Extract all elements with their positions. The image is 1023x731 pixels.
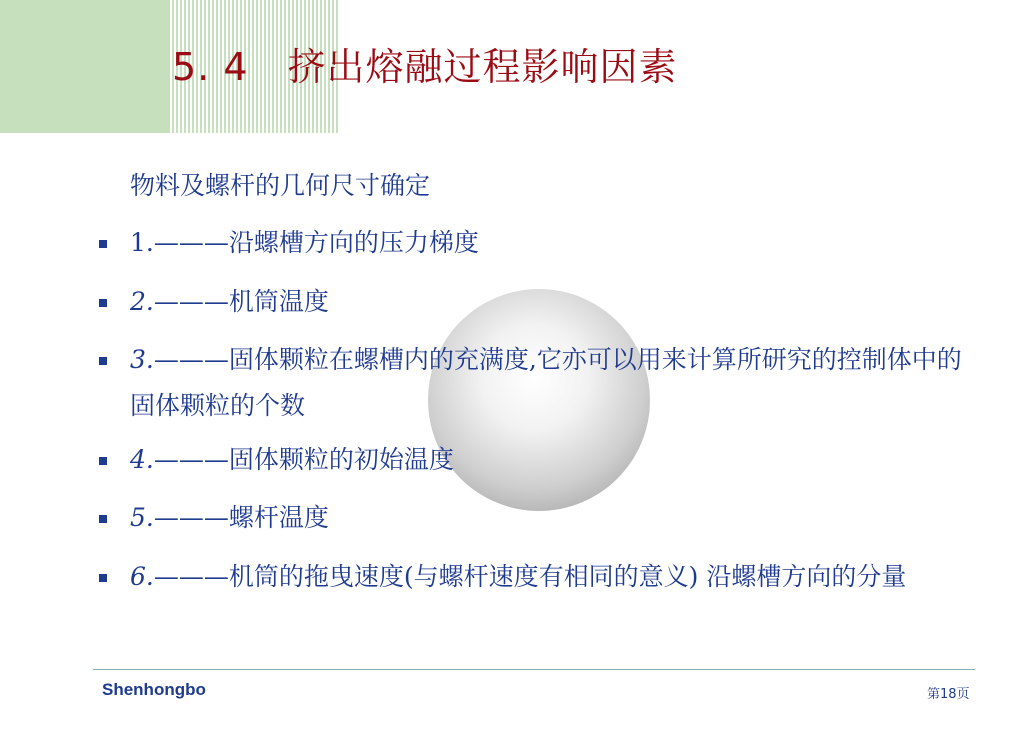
- item-description: ———沿螺槽方向的压力梯度: [153, 228, 479, 257]
- item-number: 1.: [130, 228, 154, 257]
- list-item-text: [130, 220, 970, 266]
- footer-author: Shenhongbo: [102, 680, 206, 699]
- page-suffix: 页: [956, 687, 970, 702]
- list-item-text: [130, 495, 970, 541]
- bullet-icon: [99, 240, 107, 248]
- footer-divider: [93, 669, 975, 670]
- page-number: [927, 683, 970, 702]
- item-number: 4.: [130, 445, 154, 474]
- bullet-icon: [99, 357, 107, 365]
- item-description: ———固体颗粒在螺槽内的充满度,它亦可以用来计算所研究的控制体中的固体颗粒的个数: [130, 345, 962, 420]
- item-description: ———螺杆温度: [153, 503, 329, 532]
- page-number-value: 18: [940, 687, 957, 702]
- item-number: 5.: [130, 503, 154, 532]
- item-number: 6.: [130, 562, 154, 591]
- list-item-text: [130, 554, 970, 600]
- slide-title: 5. 4 挤出熔融过程影响因素: [172, 45, 678, 89]
- item-description: ———机筒温度: [153, 287, 329, 316]
- bullet-icon: [99, 515, 107, 523]
- list-item-text: [130, 279, 970, 325]
- decorative-green-block: [0, 0, 168, 133]
- bullet-icon: [99, 457, 107, 465]
- intro-text: 物料及螺杆的几何尺寸确定: [130, 171, 431, 200]
- page-prefix: 第: [927, 687, 941, 702]
- list-item-text: [130, 337, 970, 429]
- bullet-icon: [99, 574, 107, 582]
- item-number: 2.: [130, 287, 154, 316]
- item-number: 3.: [130, 345, 154, 374]
- item-description: ———机筒的拖曳速度(与螺杆速度有相同的意义) 沿螺槽方向的分量: [153, 562, 907, 591]
- list-item-text: [130, 437, 970, 483]
- item-description: ———固体颗粒的初始温度: [153, 445, 454, 474]
- bullet-icon: [99, 299, 107, 307]
